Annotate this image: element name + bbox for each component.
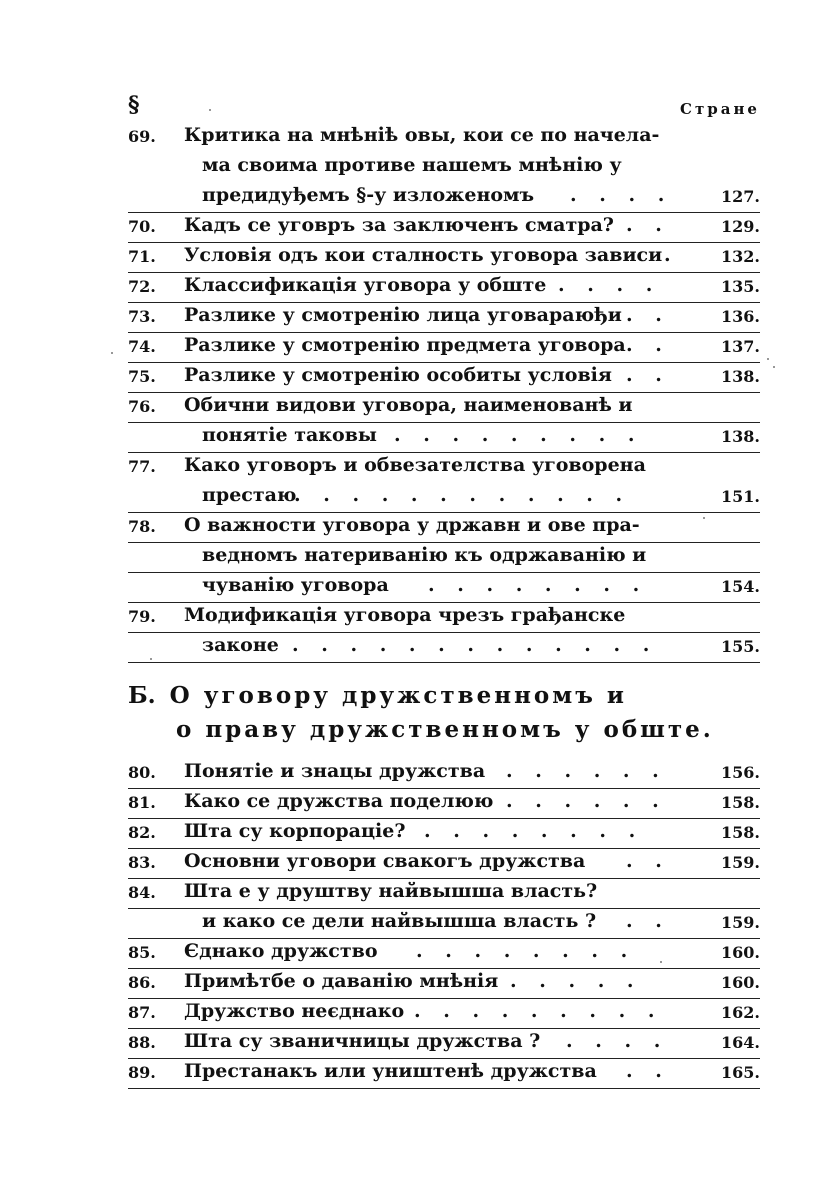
scan-speck: [150, 658, 152, 660]
entry-title: Основни уговори свакогъ дружства: [184, 850, 586, 872]
leader-dots: . . . . . . . . .: [394, 424, 643, 446]
toc-entry-84: [128, 880, 760, 909]
entry-title: О важности уговора у државн и ове пра-: [184, 514, 640, 536]
entry-number: 77.: [128, 457, 156, 476]
leader-dots: . .: [626, 334, 670, 356]
toc-entry-85: [128, 940, 760, 969]
section-heading-line2: [176, 716, 714, 743]
leader-dots: . . . .: [570, 184, 673, 206]
entry-title: Классификація уговора у обште: [184, 274, 547, 296]
page-number: 159.: [721, 913, 760, 932]
scan-speck: [767, 358, 769, 360]
entry-number: 79.: [128, 607, 156, 626]
leader-dots: . . . . . . . .: [416, 940, 636, 962]
leader-dots: . .: [626, 304, 670, 326]
toc-entry-84-cont: [128, 910, 760, 939]
page-number: 127.: [721, 187, 760, 206]
toc-entry-69: [128, 124, 760, 152]
section-heading-line1: [128, 682, 627, 709]
entry-title: законе: [202, 634, 279, 656]
entry-title: Критика на мнѣніѣ овы, кои се по начела-: [184, 124, 660, 146]
entry-number: 71.: [128, 247, 156, 266]
section-title: О уговору дружственномъ и: [169, 682, 627, 709]
page-number: 151.: [721, 487, 760, 506]
leader-dots: .: [664, 244, 679, 266]
entry-title: Како уговоръ и обвезателства уговорена: [184, 454, 646, 476]
entry-number: 81.: [128, 793, 156, 812]
entry-number: 74.: [128, 337, 156, 356]
entry-title: Шта су корпораціе?: [184, 820, 406, 842]
leader-dots: . .: [626, 850, 670, 872]
section-title: о праву дружственномъ у обште.: [176, 716, 714, 743]
leader-dots: . . . . . .: [506, 760, 667, 782]
entry-number: 83.: [128, 853, 156, 872]
entry-number: 88.: [128, 1033, 156, 1052]
page-number: 138.: [721, 367, 760, 386]
toc-entry-78: [128, 514, 760, 543]
toc-entry-88: [128, 1030, 760, 1059]
scan-speck: [773, 366, 775, 368]
entry-number: 69.: [128, 127, 156, 146]
scan-speck: [209, 109, 211, 111]
toc-entry-79: [128, 604, 760, 633]
entry-title: ведномъ натериванію къ одржаванію и: [202, 544, 647, 566]
entry-title: чуванію уговора: [202, 574, 389, 596]
leader-dots: . .: [626, 910, 670, 932]
page-number: 164.: [721, 1033, 760, 1052]
leader-dots: . . . . . . . .: [424, 820, 644, 842]
entry-title: Условія одъ кои сталность уговора зависи: [184, 244, 663, 266]
entry-number: 84.: [128, 883, 156, 902]
toc-entry-87: [128, 1000, 760, 1029]
entry-title: Шта су званичницы дружства ?: [184, 1030, 541, 1052]
entry-title: Модификація уговора чрезъ грађанске: [184, 604, 626, 626]
entry-number: 87.: [128, 1003, 156, 1022]
leader-dots: . .: [626, 1060, 670, 1082]
toc-entry-82: [128, 820, 760, 849]
page-number: 156.: [721, 763, 760, 782]
leader-dots: . .: [626, 214, 670, 236]
page-number: 160.: [721, 943, 760, 962]
entry-number: 89.: [128, 1063, 156, 1082]
scan-speck: [703, 517, 705, 519]
toc-entry-89: [128, 1060, 760, 1089]
leader-dots: . .: [626, 364, 670, 386]
page-number: 132.: [721, 247, 760, 266]
toc-entry-69-cont: [128, 154, 760, 182]
entry-title: Обични видови уговора, наименованѣ и: [184, 394, 633, 416]
leader-dots: . . . . . . . .: [428, 574, 648, 596]
section-symbol-header: §: [128, 92, 140, 118]
leader-dots: . . . . . . . . . . . .: [294, 484, 631, 506]
page-number: 155.: [721, 637, 760, 656]
toc-entry-69-last: [128, 184, 760, 213]
toc-entry-76: [128, 394, 760, 423]
entry-title: престаю: [202, 484, 297, 506]
toc-entry-74: [128, 334, 760, 363]
toc-entry-76-cont: [128, 424, 760, 453]
toc-entry-72: [128, 274, 760, 303]
entry-title: Дружство неєднако: [184, 1000, 405, 1022]
page-number: 135.: [721, 277, 760, 296]
page-number: 160.: [721, 973, 760, 992]
page-number: 137.: [721, 337, 760, 356]
page-number: 158.: [721, 823, 760, 842]
entry-title: Разлике у смотренію особиты условія: [184, 364, 612, 386]
toc-entry-83: [128, 850, 760, 879]
entry-number: 76.: [128, 397, 156, 416]
page-number: 136.: [721, 307, 760, 326]
page-number: 154.: [721, 577, 760, 596]
toc-entry-79-cont: [128, 634, 760, 663]
entry-number: 73.: [128, 307, 156, 326]
entry-number: 80.: [128, 763, 156, 782]
entry-number: 75.: [128, 367, 156, 386]
page-number: 129.: [721, 217, 760, 236]
entry-title: ма своима противе нашемъ мнѣнію у: [202, 154, 622, 176]
entry-title: Разлике у смотренію лица уговараюђи: [184, 304, 622, 326]
entry-title: Понятіе и знацы дружства: [184, 760, 486, 782]
pages-header: Стране: [680, 100, 760, 118]
toc-entry-81: [128, 790, 760, 819]
leader-dots: . . . . . . . . . . . . .: [292, 634, 658, 656]
toc-entry-80: [128, 760, 760, 789]
toc-entry-77-cont: [128, 484, 760, 513]
entry-title: понятіе таковы: [202, 424, 377, 446]
toc-entry-73: [128, 304, 760, 333]
toc-entry-78-cont: [128, 544, 760, 573]
entry-title: и како се дели найвышша власть ?: [202, 910, 597, 932]
scan-speck: [660, 961, 662, 963]
page-number: 162.: [721, 1003, 760, 1022]
entry-number: 86.: [128, 973, 156, 992]
entry-number: 70.: [128, 217, 156, 236]
page-number: 138.: [721, 427, 760, 446]
leader-dots: . . . . . .: [506, 790, 667, 812]
toc-entry-86: [128, 970, 760, 999]
entry-title: предидуђемъ §-у изложеномъ: [202, 184, 535, 206]
scan-speck: [111, 352, 113, 354]
toc-entry-77: [128, 454, 760, 482]
entry-title: Како се дружства поделюю: [184, 790, 494, 812]
leader-dots: . . . .: [558, 274, 661, 296]
page-number: 158.: [721, 793, 760, 812]
page-number: 159.: [721, 853, 760, 872]
entry-number: 78.: [128, 517, 156, 536]
leader-dots: . . . . . . . . .: [414, 1000, 663, 1022]
toc-entry-75: [128, 364, 760, 393]
entry-title: Єднако дружство: [184, 940, 378, 962]
toc-entry-78-last: [128, 574, 760, 603]
entry-title: Кадъ се уговръ за заключенъ сматра?: [184, 214, 614, 236]
entry-title: Разлике у смотренію предмета уговора: [184, 334, 626, 356]
toc-entry-71: [128, 244, 760, 273]
section-letter: Б.: [128, 682, 156, 709]
leader-dots: . . . . .: [510, 970, 642, 992]
page-number: 165.: [721, 1063, 760, 1082]
toc-entry-70: [128, 214, 760, 243]
entry-title: Престанакъ или уништенѣ дружства: [184, 1060, 597, 1082]
entry-number: 85.: [128, 943, 156, 962]
entry-number: 72.: [128, 277, 156, 296]
entry-title: Примѣтбе о даванію мнѣнія: [184, 970, 499, 992]
entry-number: 82.: [128, 823, 156, 842]
leader-dots: . . . .: [566, 1030, 669, 1052]
entry-title: Шта е у друштву найвышша власть?: [184, 880, 598, 902]
